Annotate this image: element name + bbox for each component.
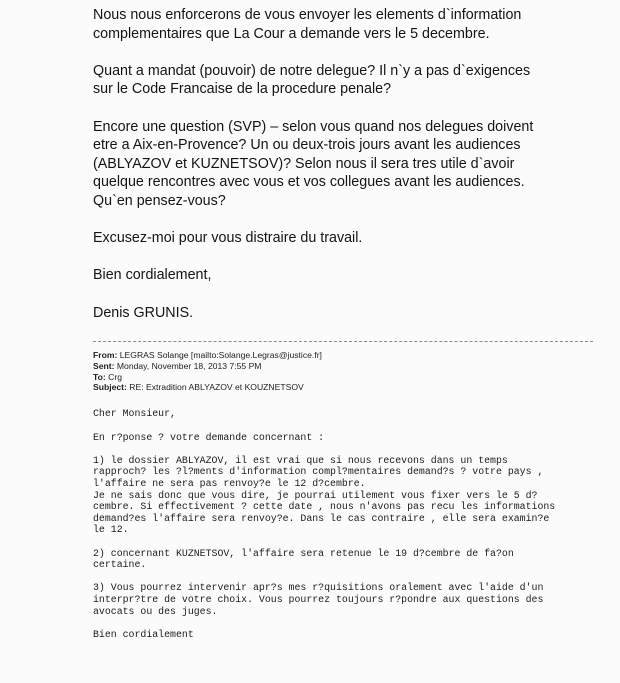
email-to-label: To:: [93, 371, 106, 382]
email-from-value: LEGRAS Solange [mailto:Solange.Legras@justice.fr]: [119, 350, 322, 360]
letter-paragraph-2: Quant a mandat (pouvoir) de notre delegue? Il n`y a pas d`exigences sur le Code Francaise de la procedure penale?: [93, 62, 531, 98]
letter-paragraph-3: Encore une question (SVP) – selon vous quand nos delegues doivent etre a Aix-en-Provence? Un ou deux-trois jours avant les audiences (ABLYAZOV et KUZNETSOV)? Selon nous il sera tres utile d`avoir quelque rencontres avec vous et vos collegues avant les audiences. Qu`en pensez-vous?: [93, 118, 534, 209]
email-from-row: [93, 350, 593, 361]
email-subject-value: RE: Extradition ABLYAZOV et KOUZNETSOV: [129, 382, 304, 393]
reply-point-3: 3) Vous pourrez intervenir apr?s mes r?quisitions oralement avec l'aide d'un interpr?tre de votre choix. Vous pourrez toujours r?pondre aux questions des avocats ou des juges.: [93, 582, 544, 617]
email-subject-label: Subject:: [93, 382, 127, 393]
email-from-label: From:: [93, 350, 118, 360]
letter-closing: Bien cordialement,: [93, 267, 212, 284]
email-separator: [93, 341, 593, 342]
email-subject-row: [93, 382, 593, 393]
reply-greeting: Cher Monsieur,: [93, 408, 176, 419]
email-to-row: [93, 372, 593, 383]
reply-point-1: 1) le dossier ABLYAZOV, il est vrai que si nous recevons dans un temps rapproch? les ?l?ments d'information compl?mentaires demand?s ? votre pays , l'affaire ne sera pas renvoy?e le 12 d?cembre. Je ne sais donc que vous dire, je pourrai utilement vous fixer vers le 5 d? cembre. Si effectivement ? cette date , nous n'avons pas recu les informations demand?es l'affaire sera renvoy?e. Dans le cas contraire , elle sera examin?e le 12.: [93, 454, 556, 536]
reply-point-2: 2) concernant KUZNETSOV, l'affaire sera retenue le 19 d?cembre de fa?on certaine.: [93, 547, 514, 571]
email-to-value: Crg: [108, 371, 122, 382]
letter-paragraph-4: Excusez-moi pour vous distraire du travail.: [93, 230, 363, 247]
email-sent-value: Monday, November 18, 2013 7:55 PM: [116, 360, 262, 371]
email-reply-body: [93, 408, 613, 640]
letter-signature: Denis GRUNIS.: [93, 304, 194, 321]
email-header: [93, 350, 593, 393]
reply-intro: En r?ponse ? votre demande concernant :: [93, 431, 325, 443]
email-sent-row: [93, 361, 593, 372]
reply-closing: Bien cordialement: [93, 628, 194, 640]
letter-paragraph-1: Nous nous enforcerons de vous envoyer les elements d`information complementaires que La Cour a demande vers le 5 decembre.: [93, 7, 522, 42]
email-sent-label: Sent:: [93, 360, 115, 371]
letter-body: [93, 6, 598, 322]
